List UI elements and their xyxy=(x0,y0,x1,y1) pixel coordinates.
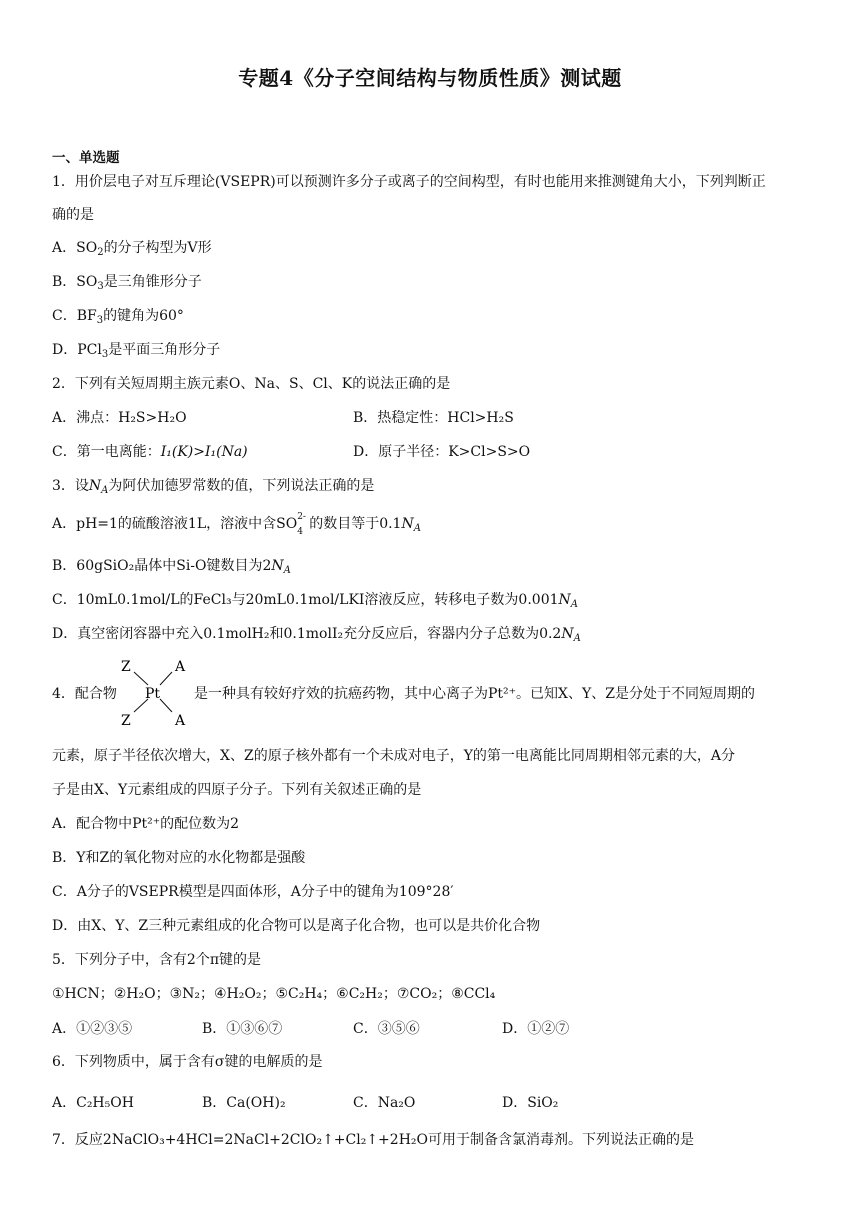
ligand-a-top: A xyxy=(175,659,186,675)
q2-option-b: B．热稳定性：HCl>H₂S xyxy=(353,410,514,426)
q6-option-a: A．C₂H₅OH xyxy=(52,1095,134,1111)
q5-option-a: A．①②③⑤ xyxy=(52,1021,133,1037)
q4-option-c: C．A分子的VSEPR模型是四面体形，A分子中的键角为109°28′ xyxy=(52,884,454,900)
document-title: 专题4《分子空间结构与物质性质》测试题 xyxy=(238,66,622,90)
q3-option-b: B．60gSiO₂晶体中Si-O键数目为$2N_A$ xyxy=(52,558,291,576)
q3-option-c: C．10mL0.1mol/L的FeCl₃与20mL0.1mol/LKI溶液反应，转移电子数为$0.001N_A$ xyxy=(52,592,578,610)
q5-stem: 5．下列分子中，含有2个π键的是 xyxy=(52,952,262,968)
q1-option-d: D．PCl$_3$是平面三角形分子 xyxy=(52,342,221,360)
q7-stem: 7．反应2NaClO₃+4HCl=2NaCl+2ClO₂↑+Cl₂↑+2H₂O可用于制备含氯消毒剂。下列说法正确的是 xyxy=(52,1132,694,1148)
q1-stem-cont: 确的是 xyxy=(52,207,94,223)
q4-stem-pre: 4．配合物 xyxy=(52,686,117,702)
center-atom: Pt xyxy=(145,686,161,702)
q2-stem: 2．下列有关短周期主族元素O、Na、S、Cl、K的说法正确的是 xyxy=(52,376,451,392)
q1-stem: 1．用价层电子对互斥理论(VSEPR)可以预测许多分子或离子的空间构型，有时也能用来推测键角大小，下列判断正 xyxy=(52,174,766,190)
q3-option-d: D．真空密闭容器中充入0.1molH₂和0.1molI₂充分反应后，容器内分子总数为$0.2N_A$ xyxy=(52,626,581,644)
q4-option-b: B．Y和Z的氧化物对应的水化物都是强酸 xyxy=(52,850,306,866)
q1-option-c: C．$BF_3$的键角为60° xyxy=(52,308,184,326)
q6-option-c: C．Na₂O xyxy=(353,1095,416,1111)
q3-option-a: A．pH=1的硫酸溶液1L，溶液中含SO 2- 4 的数目等于$0.1N_A$ xyxy=(52,512,421,537)
q1-option-a: A．$SO_2$的分子构型为V形 xyxy=(52,240,212,258)
q4-stem-post: 是一种具有较好疗效的抗癌药物，其中心离子为Pt²⁺。已知X、Y、Z是分处于不同短周期的 xyxy=(194,686,755,702)
pt-complex-structure xyxy=(112,655,194,729)
q5-option-b: B．①③⑥⑦ xyxy=(202,1021,283,1037)
q4-option-d: D．由X、Y、Z三种元素组成的化合物可以是离子化合物，也可以是共价化合物 xyxy=(52,918,541,934)
ligand-a-bottom: A xyxy=(175,713,186,729)
q5-molecule-list: ①HCN；②H₂O；③N₂；④H₂O₂；⑤C₂H₄；⑥C₂H₂；⑦CO₂；⑧CCl₄ xyxy=(52,986,496,1002)
q4-stem-line2: 元素，原子半径依次增大，X、Z的原子核外都有一个未成对电子，Y的第一电离能比同周期相邻元素的大，A分 xyxy=(52,748,736,764)
q6-option-d: D．SiO₂ xyxy=(502,1095,559,1111)
q5-option-c: C．③⑤⑥ xyxy=(353,1021,420,1037)
q4-option-a: A．配合物中Pt²⁺的配位数为2 xyxy=(52,816,240,832)
ligand-z-top: Z xyxy=(121,659,131,675)
section-heading: 一、单选题 xyxy=(52,150,120,166)
q4-stem-line3: 子是由X、Y元素组成的四原子分子。下列有关叙述正确的是 xyxy=(52,782,422,798)
q6-option-b: B．Ca(OH)₂ xyxy=(202,1095,286,1111)
q3-stem: 3．设$N_A$为阿伏加德罗常数的值，下列说法正确的是 xyxy=(52,478,375,496)
q5-option-d: D．①②⑦ xyxy=(502,1021,570,1037)
q1-option-b: B．$SO_3$是三角锥形分子 xyxy=(52,274,202,292)
q2-option-d: D．原子半径：K>Cl>S>O xyxy=(353,444,531,460)
q2-option-c: C．第一电离能：I₁(K)>I₁(Na) xyxy=(52,444,248,460)
q6-stem: 6．下列物质中，属于含有σ键的电解质的是 xyxy=(52,1054,323,1070)
q2-option-a: A．沸点：H₂S>H₂O xyxy=(52,410,187,426)
ligand-z-bottom: Z xyxy=(121,713,131,729)
